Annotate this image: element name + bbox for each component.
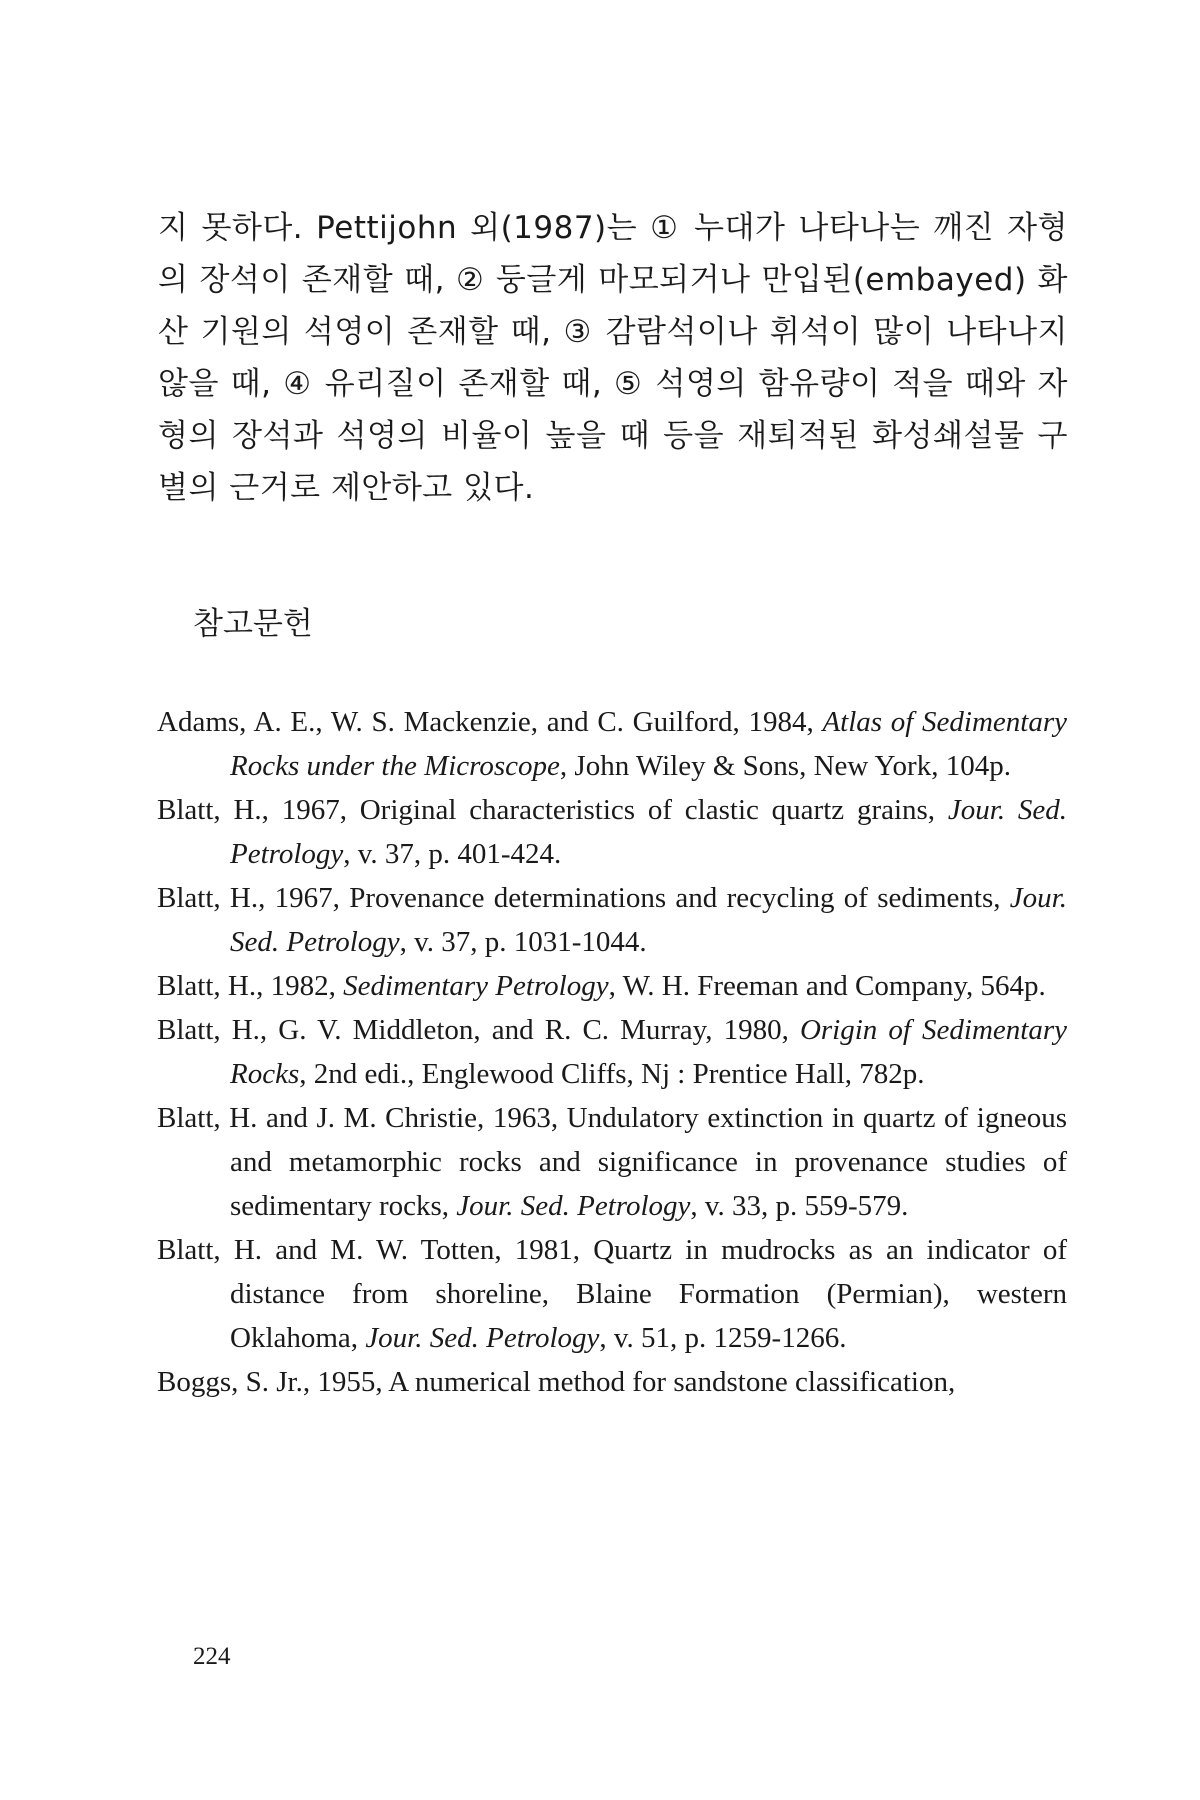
- reference-entry: [157, 700, 1067, 788]
- reference-entry: [157, 1096, 1067, 1228]
- reference-entry: [157, 1360, 1067, 1404]
- reference-details: , 2nd edi., Englewood Cliffs, Nj : Prentice Hall, 782p.: [299, 1058, 925, 1090]
- reference-details: , v. 37, p. 1031-1044.: [399, 926, 647, 958]
- reference-list: [157, 700, 1067, 1404]
- reference-title: Jour. Sed. Petrology: [230, 882, 1067, 958]
- reference-entry: [157, 964, 1067, 1008]
- reference-title: Atlas of Sedimentary Rocks under the Microscope: [230, 706, 1067, 782]
- reference-text: Adams, A. E., W. S. Mackenzie, and C. Guilford, 1984,: [157, 706, 823, 738]
- reference-entry: [157, 1228, 1067, 1360]
- reference-entry: [157, 876, 1067, 964]
- reference-text: Blatt, H., 1982,: [157, 970, 344, 1002]
- reference-details: , v. 33, p. 559-579.: [690, 1190, 909, 1222]
- reference-text: Blatt, H., 1967, Provenance determinations and recycling of sediments,: [157, 882, 1010, 914]
- reference-entry: [157, 1008, 1067, 1096]
- reference-text: Blatt, H. and M. W. Totten, 1981, Quartz in mudrocks as an indicator of distance from shoreline, Blaine Formation (Permian), western Oklahoma,: [157, 1234, 1067, 1354]
- reference-details: , v. 37, p. 401-424.: [343, 838, 562, 870]
- reference-details: , John Wiley & Sons, New York, 104p.: [559, 750, 1011, 782]
- reference-text: Blatt, H., 1967, Original characteristics of clastic quartz grains,: [157, 794, 948, 826]
- page-number: 224: [193, 1643, 231, 1670]
- reference-title: Jour. Sed. Petrology: [456, 1190, 691, 1222]
- reference-details: , W. H. Freeman and Company, 564p.: [608, 970, 1046, 1002]
- reference-title: Origin of Sedimentary Rocks: [230, 1014, 1067, 1090]
- reference-title: Jour. Sed. Petrology: [365, 1322, 600, 1354]
- section-title-references: 참고문헌: [193, 606, 313, 642]
- reference-title: Sedimentary Petrology: [343, 970, 609, 1002]
- reference-text: Boggs, S. Jr., 1955, A numerical method for sandstone classification,: [157, 1366, 956, 1398]
- reference-title: Jour. Sed. Petrology: [230, 794, 1067, 870]
- reference-text: Blatt, H. and J. M. Christie, 1963, Undulatory extinction in quartz of igneous and metamorphic rocks and significance in provenance studies of sedimentary rocks,: [157, 1102, 1067, 1222]
- reference-entry: [157, 788, 1067, 876]
- reference-details: , v. 51, p. 1259-1266.: [599, 1322, 847, 1354]
- intro-paragraph: 지 못하다. Pettijohn 외(1987)는 ① 누대가 나타나는 깨진 자형의 장석이 존재할 때, ② 둥글게 마모되거나 만입된(embayed) 화산 기원의 석영이 존재할 때, ③ 감람석이나 휘석이 많이 나타나지 않을 때, ④ 유리질이 존재할 때, ⑤ 석영의 함유량이 적을 때와 자형의 장석과 석영의 비율이 높을 때 등을 재퇴적된 화성쇄설물 구별의 근거로 제안하고 있다.: [158, 210, 1068, 506]
- reference-text: Blatt, H., G. V. Middleton, and R. C. Murray, 1980,: [157, 1014, 800, 1046]
